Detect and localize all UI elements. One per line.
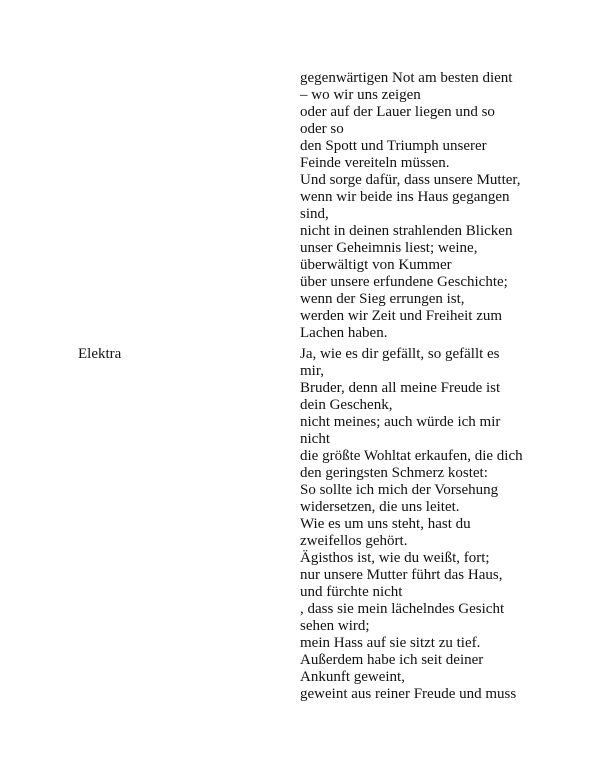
speech-line: den Spott und Triumph unserer — [300, 138, 487, 154]
speech-line: geweint aus reiner Freude und muss — [300, 686, 517, 702]
speech-line: Wie es um uns steht, hast du — [300, 516, 471, 532]
speech-line: Lachen haben. — [300, 325, 388, 341]
speech-line: werden wir Zeit und Freiheit zum — [300, 308, 503, 324]
speech-line: – wo wir uns zeigen — [300, 87, 421, 103]
speech-line: nur unsere Mutter führt das Haus, — [300, 567, 503, 583]
speech-line: widersetzen, die uns leitet. — [300, 499, 460, 515]
speech-line: wenn der Sieg errungen ist, — [300, 291, 465, 307]
speech-line: wenn wir beide ins Haus gegangen — [300, 189, 510, 205]
speech-line: die größte Wohltat erkaufen, die dich — [300, 448, 523, 464]
speech-line: , dass sie mein lächelndes Gesicht — [300, 601, 505, 617]
speech-line: mein Hass auf sie sitzt zu tief. — [300, 635, 481, 651]
speech-line: Und sorge dafür, dass unsere Mutter, — [300, 172, 521, 188]
speech-line: nicht meines; auch würde ich mir — [300, 414, 501, 430]
speech-line: über unsere erfundene Geschichte; — [300, 274, 508, 290]
speech-line: zweifellos gehört. — [300, 533, 408, 549]
speech-line: Ägisthos ist, wie du weißt, fort; — [300, 550, 490, 566]
speech-line: gegenwärtigen Not am besten dient — [300, 70, 513, 86]
speech-line: Ja, wie es dir gefällt, so gefällt es — [300, 346, 500, 362]
speech-text — [300, 70, 530, 342]
speech-line: mir, — [300, 363, 324, 379]
speech-text — [300, 346, 530, 703]
speaker-name: Elektra — [78, 346, 122, 362]
speech-line: dein Geschenk, — [300, 397, 393, 413]
speech-line: oder so — [300, 121, 344, 137]
speech-line: oder auf der Lauer liegen und so — [300, 104, 495, 120]
speech-line: überwältigt von Kummer — [300, 257, 452, 273]
speech-line: unser Geheimnis liest; weine, — [300, 240, 478, 256]
speech-line: und fürchte nicht — [300, 584, 403, 600]
speech-line: nicht — [300, 431, 330, 447]
speech-line: So sollte ich mich der Vorsehung — [300, 482, 499, 498]
speech-line: Bruder, denn all meine Freude ist — [300, 380, 501, 396]
speech-line: Ankunft geweint, — [300, 669, 405, 685]
speech-line: Feinde vereiteln müssen. — [300, 155, 450, 171]
speech-line: Außerdem habe ich seit deiner — [300, 652, 484, 668]
speech-line: sehen wird; — [300, 618, 370, 634]
speech-line: den geringsten Schmerz kostet: — [300, 465, 488, 481]
speech-line: sind, — [300, 206, 329, 222]
speech-line: nicht in deinen strahlenden Blicken — [300, 223, 513, 239]
